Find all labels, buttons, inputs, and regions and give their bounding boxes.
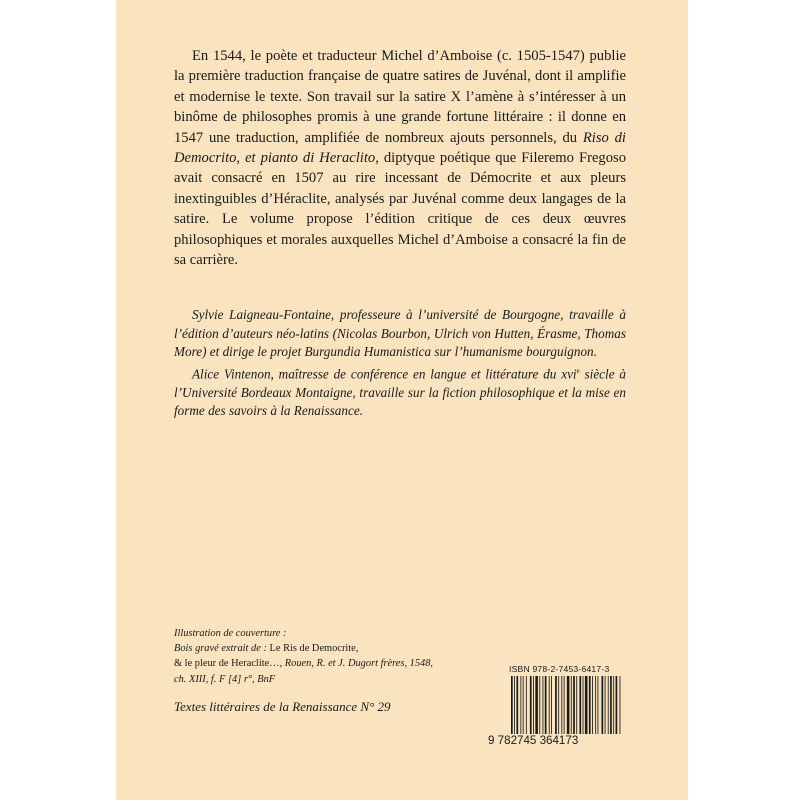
credits-line-2: [174, 641, 474, 656]
credits-line-4: ch. XIII, f. F [4] r°, BnF: [174, 673, 276, 685]
credits-line-3: [174, 656, 474, 671]
bio-vintenon-end: siècle à l’Université Bordeaux Montaigne, travaille sur la fiction philosophique et la mise en forme des savoirs à la Renaissance.: [174, 366, 626, 419]
barcode-number: 9 782745 364173: [488, 734, 579, 747]
credits-line-1: Illustration de couverture :: [174, 628, 287, 639]
summary-part-2: , diptyque poétique que Fileremo Fregoso avait consacré en 1507 au rire incessant de Démocrite et aux pleurs inextinguibles d’Héraclite, analysés par Juvénal comme deux langages de la satire. Le volume propose l’édition critique de ces deux œuvres philosophiques et morales auxquelles Michel d’Amboise a consacré la fin de sa carrière.: [174, 150, 626, 269]
barcode-icon: [510, 676, 624, 734]
collection-series: Textes littéraires de la Renaissance N° 29: [174, 699, 391, 714]
century-superscript: e: [576, 366, 580, 375]
credits-source-label: Bois gravé extrait de :: [174, 643, 270, 655]
isbn-label: ISBN 978-2-7453-6417-3: [509, 664, 610, 674]
bio-laigneau-fontaine: Sylvie Laigneau-Fontaine, professeure à l’université de Bourgogne, travaille à l’édition d’auteurs néo-latins (Nicolas Bourbon, Ulrich von Hutten, Érasme, Thomas More) et dirige le projet Burgundia Humanistica sur l’humanisme bourguignon.: [174, 307, 626, 360]
cover-illustration-credits: [174, 626, 474, 687]
century-numeral: xvi: [561, 366, 577, 382]
summary-italic-title: Riso di Democrito, et pianto di Heraclito: [174, 129, 626, 167]
credits-publisher: , Rouen, R. et J. Dugort frères, 1548,: [279, 658, 434, 670]
bio-vintenon: [174, 362, 626, 421]
book-summary: [174, 46, 626, 270]
summary-part-1: En 1544, le poète et traducteur Michel d’Amboise (c. 1505-1547) publie la première traduction française de quatre satires de Juvénal, dont il amplifie et modernise le texte. Son travail sur la satire X l’amène à s’intéresser à un binôme de philosophes promis à une grande fortune littéraire : il donne en 1547 une traduction, amplifiée de nombreux ajouts personnels, du: [174, 48, 626, 146]
credits-source-title: Le Ris de Democrite,: [269, 643, 359, 655]
bio-vintenon-start: Alice Vintenon, maîtresse de conférence en langue et littérature du: [192, 366, 562, 382]
author-bios: [174, 306, 626, 421]
credits-source-title-cont: & le pleur de Heraclite…: [174, 658, 280, 670]
